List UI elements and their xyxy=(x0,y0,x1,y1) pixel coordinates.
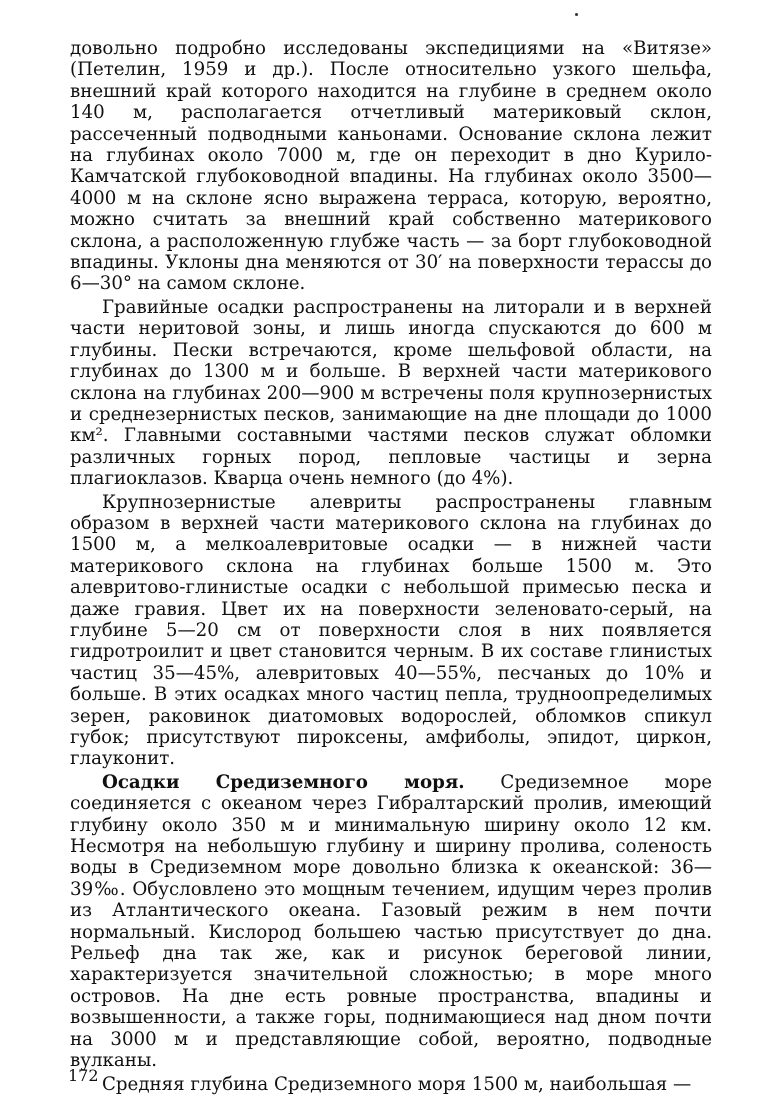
paragraph-4-text: Средиземное море соединяется с океаном через Гибралтарский пролив, имеющий глубину около 350 м и минимальную ширину около 12 км. Несмотря на небольшую глубину и ширину пролива, соленость воды в Средиземном море довольно близка к океанской: 36—39‰. Обусловлено это мощным течением, идущим через пролив из Атлантического океана. Газовый режим в нем почти нормальный. Кислород большею частью присутствует до дна. Рельеф дна так же, как и рисунок береговой линии, характеризуется значительной сложностью; в море много островов. На дне есть ровные пространства, впадины и возвышенности, а также горы, поднимающиеся над дном почти на 3000 м и представляющие собой, вероятно, подводные вулканы. xyxy=(70,771,712,1072)
paragraph-4 xyxy=(70,772,712,1072)
paragraph-1: довольно подробно исследованы экспедициями на «Витязе» (Петелин, 1959 и др.). После относительно узкого шельфа, внешний край которого находится на глубине в среднем около 140 м, располагается отчетливый материковый склон, рассеченный подводными каньонами. Основание склона лежит на глубинах около 7000 м, где он переходит в дно Курило-Камчатской глубоководной впадины. На глубинах около 3500—4000 м на склоне ясно выражена терраса, которую, вероятно, можно считать за внешний край собственно материкового склона, а расположенную глубже часть — за борт глубоководной впадины. Уклоны дна меняются от 30′ на поверхности терассы до 6—30° на самом склоне. xyxy=(70,38,712,295)
page-number: 172 xyxy=(68,1066,99,1085)
scan-speck xyxy=(575,13,578,16)
paragraph-3: Крупнозернистые алевриты распространены главным образом в верхней части материкового склона на глубинах до 1500 м, а мелкоалевритовые осадки — в нижней части материкового склона на глубинах больше 1500 м. Это алевритово-глинистые осадки с небольшой примесью песка и даже гравия. Цвет их на поверхности зеленовато-серый, на глубине 5—20 см от поверхности слоя в них появляется гидротроилит и цвет становится черным. В их составе глинистых частиц 35—45%, алевритовых 40—55%, песчаных до 10% и больше. В этих осадках много частиц пепла, труднoопределимых зерен, раковинок диатомовых водорослей, обломков спикул губок; присутствуют пироксены, амфиболы, эпидот, циркон, глауконит. xyxy=(70,491,712,770)
paragraph-2: Гравийные осадки распространены на литорали и в верхней части неритовой зоны, и лишь иногда спускаются до 600 м глубины. Пески встречаются, кроме шельфовой области, на глубинах до 1300 м и больше. В верхней части материкового склона на глубинах 200—900 м встречены поля крупнозернистых и среднезернистых песков, занимающие на дне площади до 1000 км². Главными составными частями песков служат обломки различных горных пород, пепловые частицы и зерна плагиоклазов. Кварца очень немного (до 4%). xyxy=(70,296,712,490)
page-body xyxy=(70,38,712,1095)
section-heading: Осадки Средиземного моря. xyxy=(102,771,465,793)
paragraph-5: Средняя глубина Средиземного моря 1500 м, наибольшая — xyxy=(102,1073,692,1095)
